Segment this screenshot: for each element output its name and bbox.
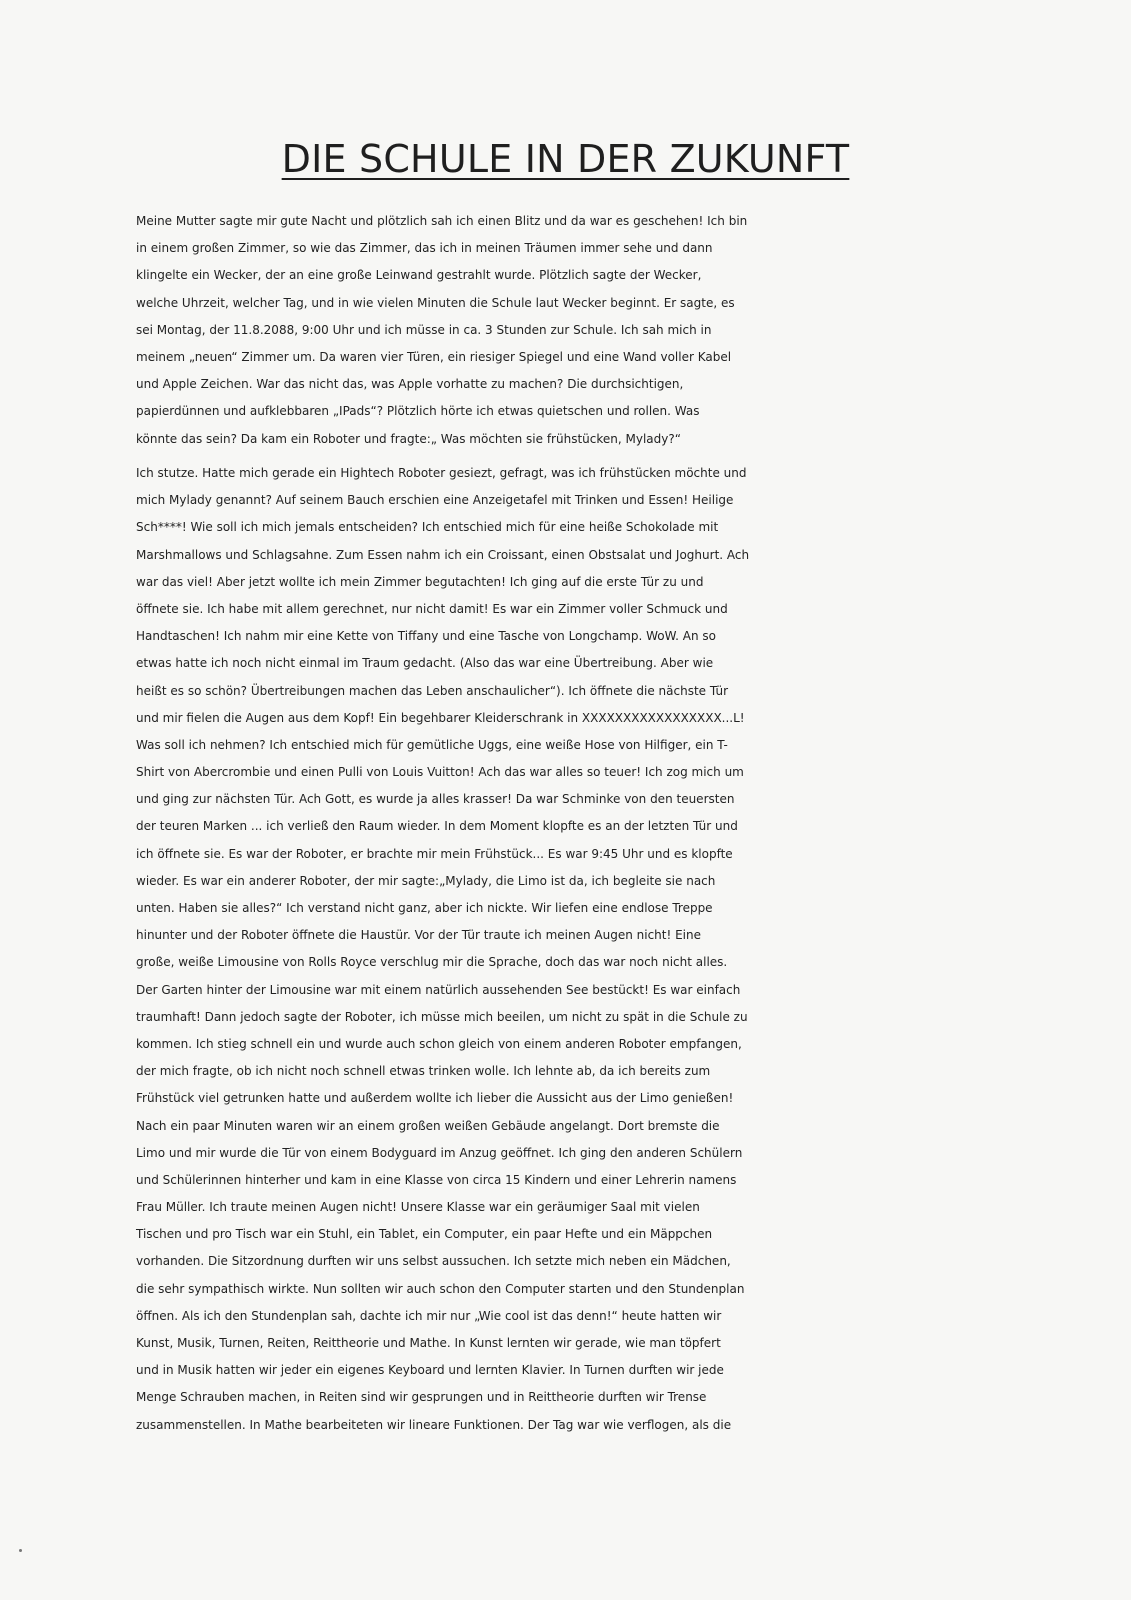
text-line: war das viel! Aber jetzt wollte ich mein Zimmer begutachten! Ich ging auf die erste Tür zu und [136,574,704,589]
text-line: kommen. Ich stieg schnell ein und wurde auch schon gleich von einem anderen Roboter empfangen, [136,1036,742,1051]
paragraph-1 [136,208,1006,453]
text-line: Handtaschen! Ich nahm mir eine Kette von Tiffany und eine Tasche von Longchamp. WoW. An so [136,629,716,644]
text-line: und ging zur nächsten Tür. Ach Gott, es wurde ja alles krasser! Da war Schminke von den teuersten [136,792,735,807]
text-line: Menge Schrauben machen, in Reiten sind wir gesprungen und in Reittheorie durften wir Trense [136,1390,707,1405]
text-line: und Schülerinnen hinterher und kam in eine Klasse von circa 15 Kindern und einer Lehrerin namens [136,1172,737,1187]
text-line: Frühstück viel getrunken hatte und außerdem wollte ich lieber die Aussicht aus der Limo genießen! [136,1091,734,1106]
text-line: vorhanden. Die Sitzordnung durften wir uns selbst aussuchen. Ich setzte mich neben ein Mädchen, [136,1254,731,1269]
text-line: und Apple Zeichen. War das nicht das, was Apple vorhatte zu machen? Die durchsichtigen, [136,377,684,392]
text-line: große, weiße Limousine von Rolls Royce verschlug mir die Sprache, doch das war noch nicht alles. [136,955,728,970]
text-line: Was soll ich nehmen? Ich entschied mich für gemütliche Uggs, eine weiße Hose von Hilfiger, ein T- [136,737,728,752]
text-line: und in Musik hatten wir jeder ein eigenes Keyboard und lernten Klavier. In Turnen durften wir jede [136,1363,724,1378]
text-line: Limo und mir wurde die Tür von einem Bodyguard im Anzug geöffnet. Ich ging den anderen Schülern [136,1145,743,1160]
text-line: Ich stutze. Hatte mich gerade ein Hightech Roboter gesiezt, gefragt, was ich frühstücken möchte und [136,466,747,480]
text-line: und mir fielen die Augen aus dem Kopf! Ein begehbarer Kleiderschrank in XXXXXXXXXXXXXXXXX...L! [136,710,745,725]
text-line: heißt es so schön? Übertreibungen machen das Leben anschaulicher“). Ich öffnete die nächste Tür [136,683,729,698]
text-line: Nach ein paar Minuten waren wir an einem großen weißen Gebäude angelangt. Dort bremste die [136,1118,720,1133]
text-line: mich Mylady genannt? Auf seinem Bauch erschien eine Anzeigetafel mit Trinken und Essen! Heilige [136,493,734,508]
scan-speck [19,1549,22,1552]
text-line: unten. Haben sie alles?“ Ich verstand nicht ganz, aber ich nickte. Wir liefen eine endlose Treppe [136,901,713,915]
text-line: etwas hatte ich noch nicht einmal im Traum gedacht. (Also das war eine Übertreibung. Aber wie [136,656,714,671]
text-line: der mich fragte, ob ich nicht noch schnell etwas trinken wolle. Ich lehnte ab, da ich bereits zum [136,1064,711,1079]
text-line: klingelte ein Wecker, der an eine große Leinwand gestrahlt wurde. Plötzlich sagte der Wecker, [136,268,702,283]
text-line: öffnen. Als ich den Stundenplan sah, dachte ich mir nur „Wie cool ist das denn!“ heute hatten wir [136,1308,722,1323]
text-line: traumhaft! Dann jedoch sagte der Roboter, ich müsse mich beeilen, um nicht zu spät in die Schule zu [136,1009,748,1024]
text-line: Sch****! Wie soll ich mich jemals entscheiden? Ich entschied mich für eine heiße Schokolade mit [136,520,719,535]
text-line: sei Montag, der 11.8.2088, 9:00 Uhr und ich müsse in ca. 3 Stunden zur Schule. Ich sah mich in [136,322,712,337]
text-line: hinunter und der Roboter öffnete die Haustür. Vor der Tür traute ich meinen Augen nicht! Eine [136,928,702,943]
paragraph-2 [136,460,1006,1439]
text-line: die sehr sympathisch wirkte. Nun sollten wir auch schon den Computer starten und den Stundenplan [136,1281,745,1296]
text-line: könnte das sein? Da kam ein Roboter und fragte:„ Was möchten sie frühstücken, Mylady?“ [136,431,681,446]
text-line: Kunst, Musik, Turnen, Reiten, Reittheorie und Mathe. In Kunst lernten wir gerade, wie man töpfert [136,1336,721,1350]
text-line: Shirt von Abercrombie und einen Pulli von Louis Vuitton! Ach das war alles so teuer! Ich zog mich um [136,765,744,780]
text-line: meinem „neuen“ Zimmer um. Da waren vier Türen, ein riesiger Spiegel und eine Wand voller Kabel [136,349,732,364]
text-line: welche Uhrzeit, welcher Tag, und in wie vielen Minuten die Schule laut Wecker beginnt. Er sagte, es [136,295,735,310]
text-line: zusammenstellen. In Mathe bearbeiteten wir lineare Funktionen. Der Tag war wie verflogen, als die [136,1417,732,1432]
text-line: papierdünnen und aufklebbaren „IPads“? Plötzlich hörte ich etwas quietschen und rollen. Was [136,404,700,419]
text-line: Tischen und pro Tisch war ein Stuhl, ein Tablet, ein Computer, ein paar Hefte und ein Mäppchen [136,1227,713,1242]
document-title: DIE SCHULE IN DER ZUKUNFT [281,137,850,181]
text-line: öffnete sie. Ich habe mit allem gerechnet, nur nicht damit! Es war ein Zimmer voller Schmuck und [136,601,728,616]
text-line: in einem großen Zimmer, so wie das Zimmer, das ich in meinen Träumen immer sehe und dann [136,241,713,256]
text-line: Meine Mutter sagte mir gute Nacht und plötzlich sah ich einen Blitz und da war es geschehen! Ich bin [136,214,748,228]
text-line: wieder. Es war ein anderer Roboter, der mir sagte:„Mylady, die Limo ist da, ich begleite sie nach [136,873,716,888]
text-line: der teuren Marken ... ich verließ den Raum wieder. In dem Moment klopfte es an der letzten Tür und [136,819,738,834]
text-line: ich öffnete sie. Es war der Roboter, er brachte mir mein Frühstück... Es war 9:45 Uhr und es klopfte [136,846,733,861]
text-line: Marshmallows und Schlagsahne. Zum Essen nahm ich ein Croissant, einen Obstsalat und Joghurt. Ach [136,547,750,562]
text-line: Frau Müller. Ich traute meinen Augen nicht! Unsere Klasse war ein geräumiger Saal mit vielen [136,1200,700,1215]
text-line: Der Garten hinter der Limousine war mit einem natürlich aussehenden See bestückt! Es war einfach [136,982,741,997]
